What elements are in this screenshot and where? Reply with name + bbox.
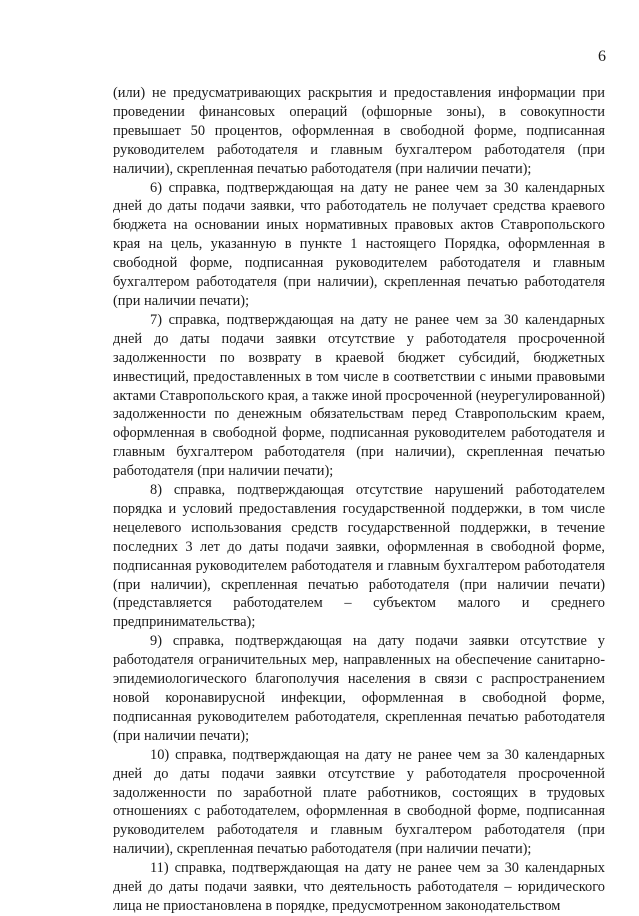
paragraph-continuation: (или) не предусматривающих раскрытия и предоставления информации при проведении финансовых операций (офшорные зоны), в совокупности превышает 50 процентов, оформленная в свободной форме, подписанная руководителем работодателя и главным бухгалтером работодателя (при наличии), скрепленная печатью работодателя (при наличии печати); bbox=[113, 85, 605, 177]
document-body bbox=[113, 84, 605, 916]
paragraph-item-8: 8) справка, подтверждающая отсутствие нарушений работодателем порядка и условий предоставления государственной поддержки, в том числе нецелевого использования средств государственной поддержки, в течение последних 3 лет до даты подачи заявки, оформленная в свободной форме, подписанная руководителем работодателя и главным бухгалтером работодателя (при наличии), скрепленная печатью работодателя (при наличии печати) (представляется работодателем – субъектом малого и среднего предпринимательства); bbox=[113, 482, 605, 631]
paragraph-item-10: 10) справка, подтверждающая на дату не ранее чем за 30 календарных дней до даты подачи заявки отсутствие у работодателя просроченной задолженности по заработной плате работников, состоящих в трудовых отношениях с работодателем, оформленная в свободной форме, подписанная руководителем работодателя и главным бухгалтером работодателя (при наличии), скрепленная печатью работодателя (при наличии печати); bbox=[113, 746, 605, 858]
paragraph-item-6: 6) справка, подтверждающая на дату не ранее чем за 30 календарных дней до даты подачи заявки, что работодатель не получает средства краевого бюджета на основании иных нормативных правовых актов Ставропольского края на цель, указанную в пункте 1 настоящего Порядка, оформленная в свободной форме, подписанная руководителем работодателя и главным бухгалтером работодателя (при наличии), скрепленная печатью работодателя (при наличии печати); bbox=[113, 179, 605, 309]
paragraph-item-7: 7) справка, подтверждающая на дату не ранее чем за 30 календарных дней до даты подачи заявки отсутствие у работодателя просроченной задолженности по возврату в краевой бюджет субсидий, бюджетных инвестиций, предоставленных в том числе в соответствии с иными правовыми актами Ставропольского края, а также иной просроченной (неурегулированной) задолженности по денежным обязательствам перед Ставропольским краем, оформленная в свободной форме, подписанная руководителем работодателя и главным бухгалтером работодателя (при наличии), скрепленная печатью работодателя (при наличии печати); bbox=[113, 311, 605, 480]
page-number: 6 bbox=[598, 48, 606, 65]
paragraph-item-11: 11) справка, подтверждающая на дату не ранее чем за 30 календарных дней до даты подачи заявки, что деятельность работодателя – юридического лица не приостановлена в порядке, предусмотренном законодательством bbox=[113, 860, 605, 914]
paragraph-item-9: 9) справка, подтверждающая на дату подачи заявки отсутствие у работодателя ограничительных мер, направленных на обеспечение санитарно-эпидемиологического благополучия населения в связи с распространением новой коронавирусной инфекции, оформленная в свободной форме, подписанная руководителем работодателя, скрепленная печатью работодателя (при наличии печати); bbox=[113, 633, 605, 744]
